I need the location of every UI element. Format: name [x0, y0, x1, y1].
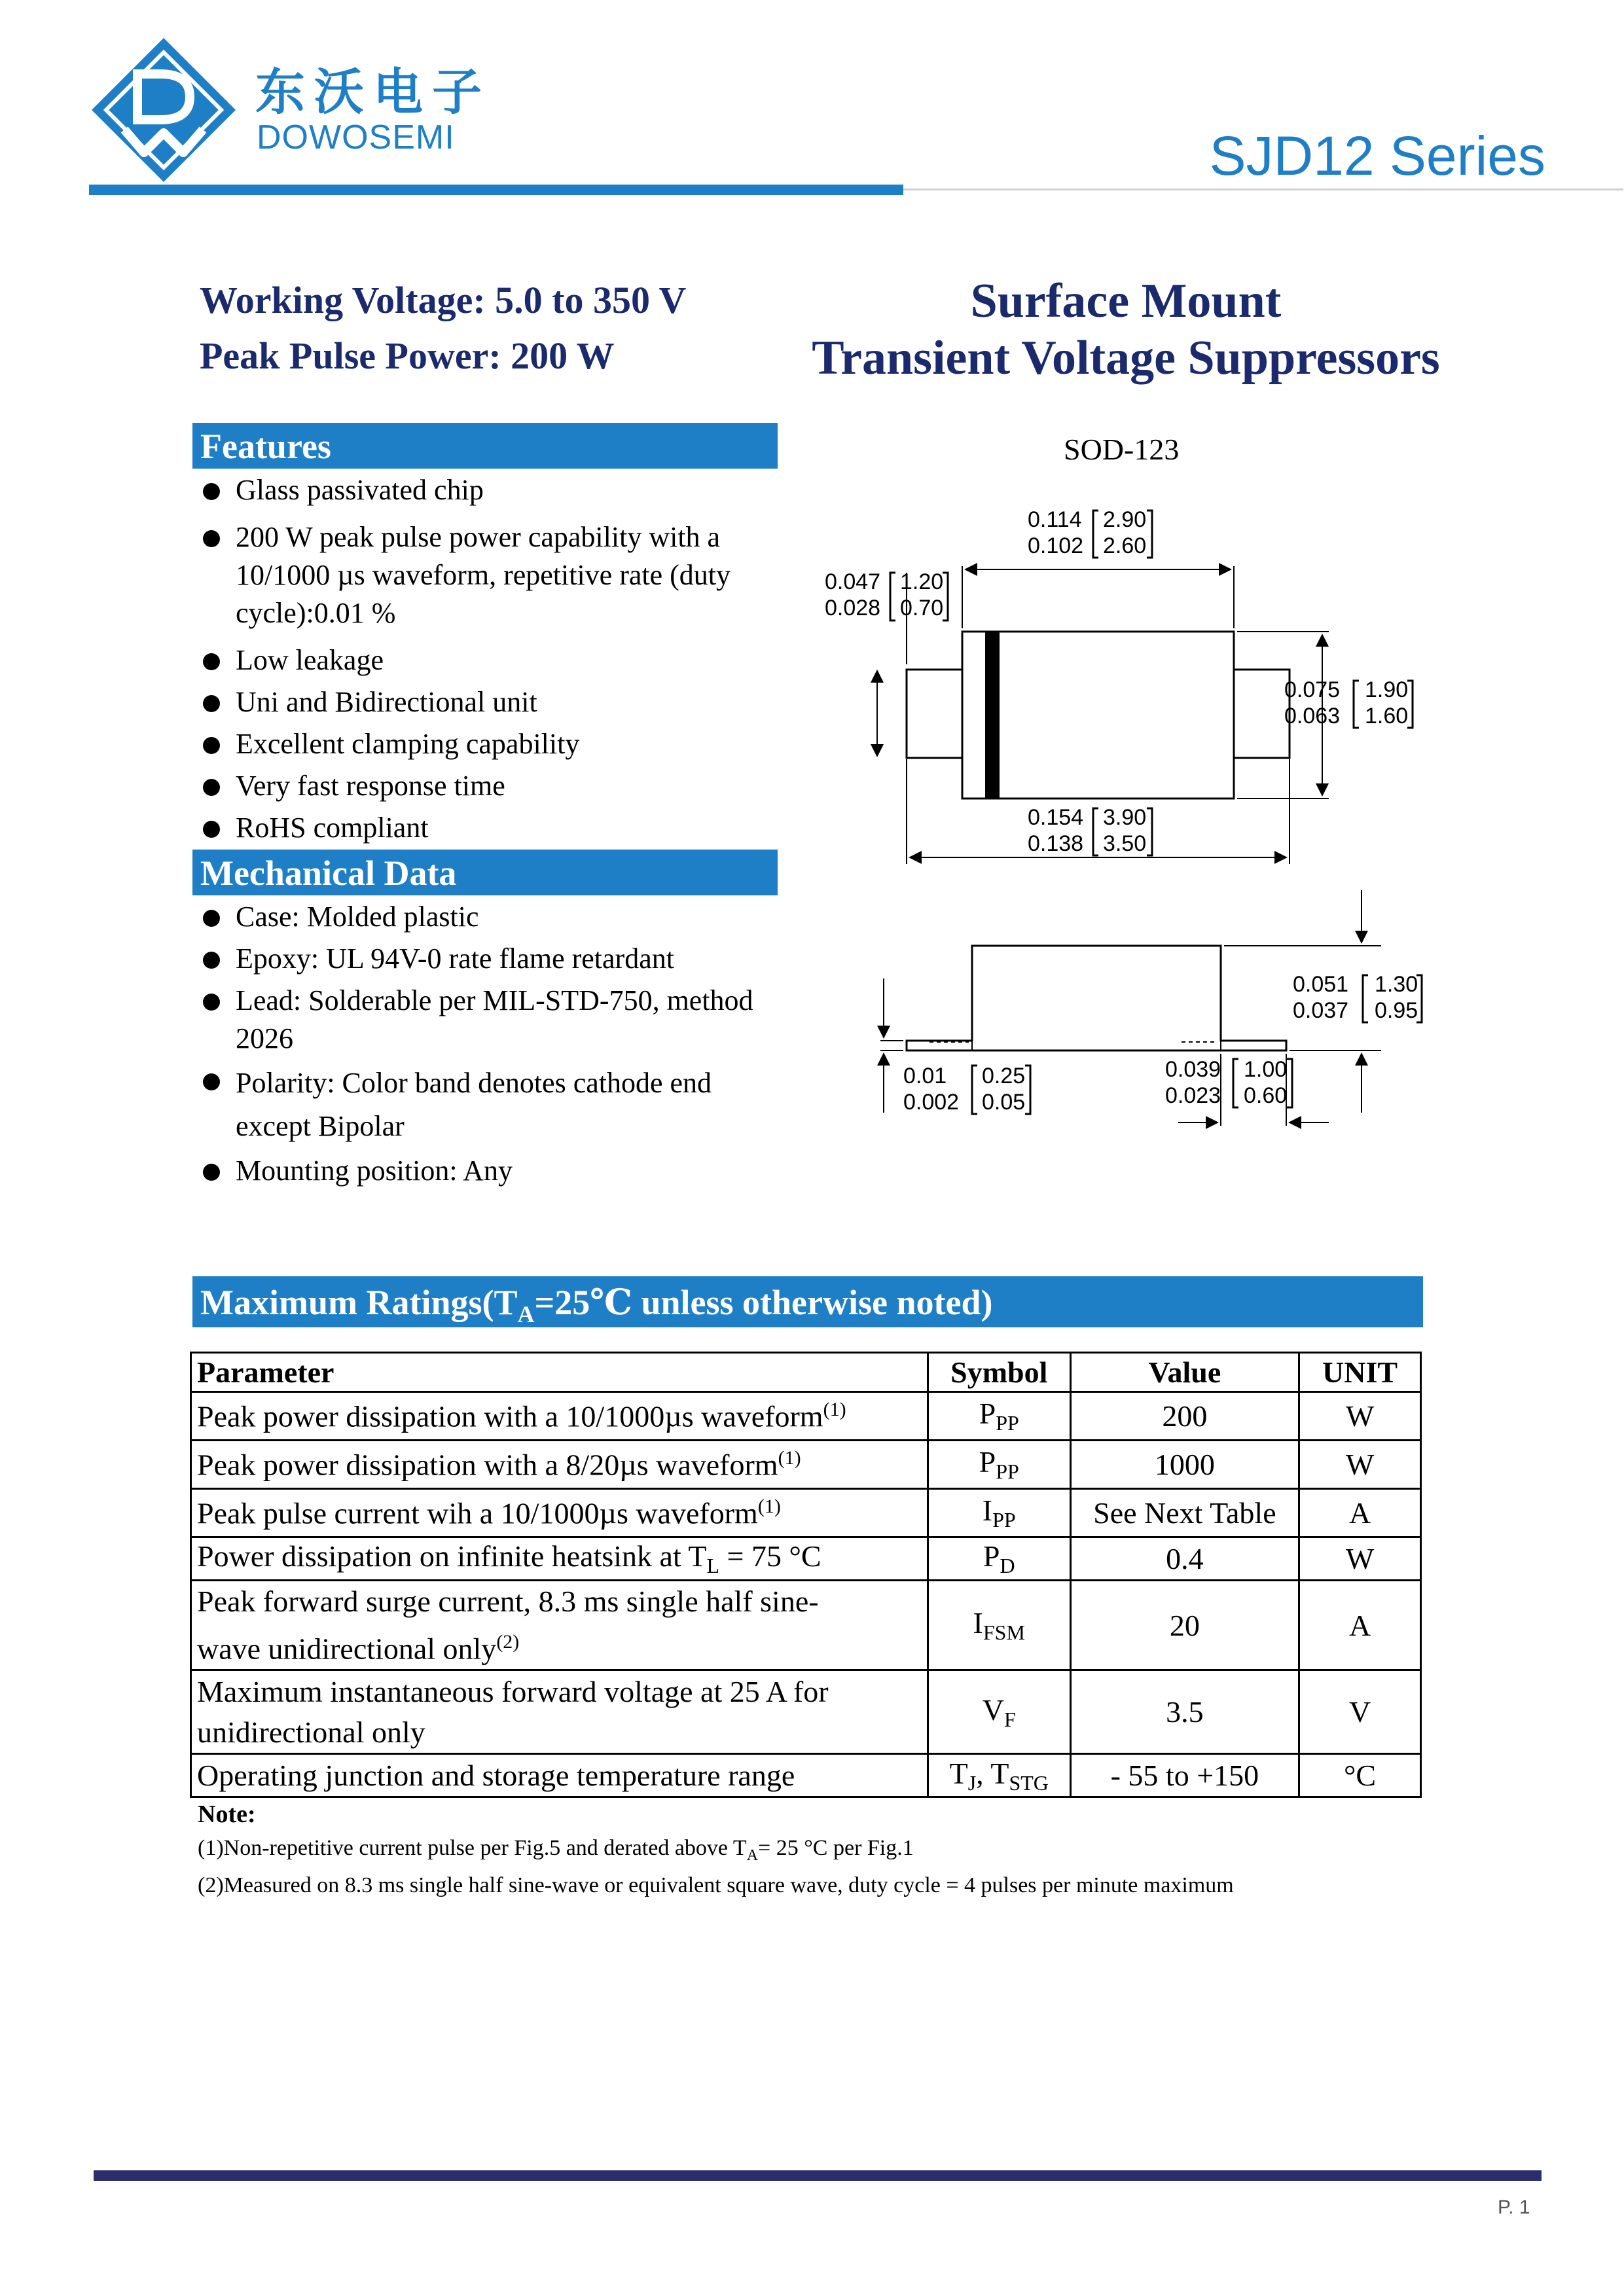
col-header-parameter: Parameter — [191, 1353, 928, 1392]
mechanical-heading: Mechanical Data — [192, 850, 778, 895]
note-title: Note: — [198, 1801, 256, 1828]
dim-length-mm-min: 2.60 — [1103, 533, 1147, 558]
feature-item: Uni and Bidirectional unit — [196, 683, 772, 721]
cathode-band — [985, 632, 1000, 798]
table-header-row — [191, 1353, 1421, 1392]
feature-item: RoHS compliant — [196, 809, 772, 847]
row-value: - 55 to +150 — [1070, 1754, 1299, 1797]
dim-lead-in-min: 0.028 — [825, 596, 881, 620]
row-symbol: $V_F$ — [928, 1670, 1070, 1754]
row-symbol: $I_{FSM}$ — [928, 1581, 1070, 1670]
ratings-heading-post: =25℃ unless otherwise noted) — [534, 1283, 993, 1322]
features-heading: Features — [192, 423, 778, 469]
row-parameter: Power dissipation on infinite heatsink at $T_L = 75$ °C — [191, 1537, 928, 1581]
table-row — [191, 1537, 1421, 1581]
feature-item: Excellent clamping capability — [196, 725, 772, 763]
dim-total-mm-max: 3.90 — [1103, 805, 1147, 830]
row-parameter: Peak pulse current wih a 10/1000µs waveform$^{(1)}$ — [191, 1489, 928, 1537]
row-unit: A — [1299, 1489, 1421, 1537]
dim-standoff-mm-min: 0.05 — [982, 1090, 1026, 1115]
company-logo — [92, 38, 236, 182]
ratings-heading-pre: Maximum Ratings(T — [200, 1283, 518, 1322]
lead-left — [907, 670, 962, 758]
title-line-2: Transient Voltage Suppressors — [812, 331, 1440, 385]
mechanical-item: Polarity: Color band denotes cathode end except Bipolar — [196, 1062, 733, 1148]
dim-lead-mm-min: 0.70 — [900, 596, 944, 620]
dim-leadlen-in-max: 0.039 — [1165, 1057, 1221, 1082]
note-1: (1)Non-repetitive current pulse per Fig.5 and derated above $T_A= 25$ °C per Fig.1 — [198, 1836, 914, 1864]
mechanical-item: Case: Molded plastic — [196, 898, 785, 936]
package-side-view — [907, 946, 1286, 1050]
row-symbol: $P_D$ — [928, 1537, 1070, 1581]
ratings-heading — [192, 1276, 1423, 1327]
row-unit: W — [1299, 1392, 1421, 1441]
dim-width-mm-max: 1.90 — [1365, 677, 1409, 702]
dim-total-in-max: 0.154 — [1028, 805, 1084, 830]
dim-length-in-min: 0.102 — [1028, 533, 1084, 558]
row-symbol: $P_{PP}$ — [928, 1392, 1070, 1441]
feature-item: Very fast response time — [196, 767, 772, 805]
dim-total-mm-min: 3.50 — [1103, 831, 1147, 856]
ratings-table — [190, 1352, 1422, 1798]
row-parameter: Maximum instantaneous forward voltage at 25 A for unidirectional only — [191, 1670, 928, 1754]
row-value: 3.5 — [1070, 1670, 1299, 1754]
feature-item: 200 W peak pulse power capability with a 10/1000 µs waveform, repetitive rate (duty cycle):0.01 % — [196, 518, 772, 632]
dim-total-in-min: 0.138 — [1028, 831, 1084, 856]
dim-width-mm-min: 1.60 — [1365, 704, 1409, 728]
company-name-cn: 东沃电子 — [255, 63, 491, 121]
dim-standoff-in-max: 0.01 — [903, 1064, 947, 1088]
package-body-top — [962, 632, 1234, 798]
title-line-1: Surface Mount — [970, 274, 1282, 328]
row-symbol: $P_{PP}$ — [928, 1441, 1070, 1489]
col-header-value: Value — [1070, 1353, 1299, 1392]
header-rule-blue — [89, 185, 903, 195]
row-value: See Next Table — [1070, 1489, 1299, 1537]
dim-leadlen-mm-max: 1.00 — [1244, 1057, 1288, 1082]
row-parameter: Peak power dissipation with a 10/1000µs waveform$^{(1)}$ — [191, 1392, 928, 1441]
dim-width-in-min: 0.063 — [1284, 704, 1341, 728]
dim-height-mm-min: 0.95 — [1375, 998, 1418, 1023]
dim-height-mm-max: 1.30 — [1375, 972, 1418, 997]
working-voltage: Working Voltage: 5.0 to 350 V — [200, 279, 687, 321]
features-list — [196, 471, 772, 847]
row-unit: °C — [1299, 1754, 1421, 1797]
row-value: 200 — [1070, 1392, 1299, 1441]
peak-pulse-power: Peak Pulse Power: 200 W — [200, 334, 615, 377]
table-row — [191, 1670, 1421, 1754]
dim-width-in-max: 0.075 — [1284, 677, 1341, 702]
feature-item: Low leakage — [196, 641, 772, 679]
dim-length-in-max: 0.114 — [1028, 507, 1082, 532]
dim-standoff-mm-max: 0.25 — [982, 1064, 1026, 1088]
logo-diamond-icon — [92, 38, 236, 182]
table-row — [191, 1754, 1421, 1797]
col-header-unit: UNIT — [1299, 1353, 1421, 1392]
footer-rule — [94, 2170, 1542, 2181]
row-parameter: Peak forward surge current, 8.3 ms single half sine- wave unidirectional only$^{(2)}$ — [191, 1581, 928, 1670]
series-title: SJD12 Series — [1209, 125, 1545, 187]
dim-height-in-min: 0.037 — [1293, 998, 1349, 1023]
col-header-symbol: Symbol — [928, 1353, 1070, 1392]
note-2: (2)Measured on 8.3 ms single half sine-wave or equivalent square wave, duty cycle = 4 pulses per minute maximum — [198, 1873, 1234, 1897]
table-row — [191, 1392, 1421, 1441]
table-row — [191, 1489, 1421, 1537]
row-unit: W — [1299, 1537, 1421, 1581]
ratings-heading-sub: A — [517, 1300, 535, 1327]
package-name: SOD-123 — [1064, 433, 1180, 466]
package-outline-drawing — [812, 497, 1466, 1139]
lead-right — [1234, 670, 1290, 758]
page-number: P. 1 — [1498, 2197, 1530, 2218]
table-row — [191, 1581, 1421, 1670]
row-symbol: $I_{PP}$ — [928, 1489, 1070, 1537]
mechanical-item: Epoxy: UL 94V-0 rate flame retardant — [196, 940, 785, 978]
mechanical-list — [196, 898, 785, 1190]
dim-length-mm-max: 2.90 — [1103, 507, 1147, 532]
company-name-en: DOWOSEMI — [257, 118, 455, 156]
feature-item: Glass passivated chip — [196, 471, 772, 509]
dim-standoff-in-min: 0.002 — [903, 1090, 960, 1115]
row-unit: W — [1299, 1441, 1421, 1489]
row-value: 20 — [1070, 1581, 1299, 1670]
dim-lead-in-max: 0.047 — [825, 569, 881, 594]
dim-lead-mm-max: 1.20 — [900, 569, 944, 594]
dim-height-in-max: 0.051 — [1293, 972, 1349, 997]
dim-leadlen-mm-min: 0.60 — [1244, 1083, 1288, 1108]
row-symbol: $T_J$, $T_{STG}$ — [928, 1754, 1070, 1797]
table-row — [191, 1441, 1421, 1489]
dim-leadlen-in-min: 0.023 — [1165, 1083, 1221, 1108]
mechanical-item: Lead: Solderable per MIL-STD-750, method 2026 — [196, 982, 785, 1058]
row-value: 1000 — [1070, 1441, 1299, 1489]
row-unit: V — [1299, 1670, 1421, 1754]
mechanical-item: Mounting position: Any — [196, 1152, 785, 1190]
row-parameter: Peak power dissipation with a 8/20µs waveform$^{(1)}$ — [191, 1441, 928, 1489]
row-value: 0.4 — [1070, 1537, 1299, 1581]
row-unit: A — [1299, 1581, 1421, 1670]
row-parameter: Operating junction and storage temperature range — [191, 1754, 928, 1797]
